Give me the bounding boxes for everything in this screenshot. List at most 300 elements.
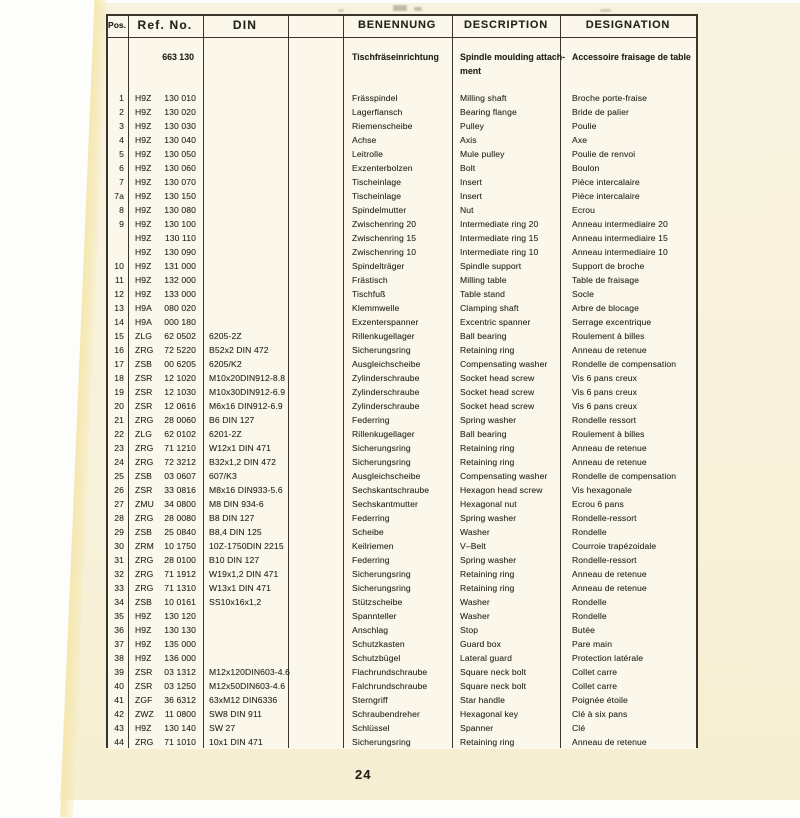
ref-prefix: ZSB: [135, 527, 153, 537]
table-row: [108, 315, 697, 329]
ref-number: 130 020: [164, 107, 196, 117]
ref-number: 130 100: [164, 219, 196, 229]
pos-cell: 26: [114, 485, 124, 495]
ref-number: 130 090: [164, 247, 196, 257]
benennung-cell: Flachrundschraube: [352, 667, 428, 677]
ref-prefix: ZSB: [135, 597, 153, 607]
column-header-ref-no: Ref. No.: [137, 18, 193, 32]
din-cell: M8x16 DIN933-5.6: [209, 485, 283, 495]
table-row: [108, 231, 697, 245]
column-header-designation: DESIGNATION: [585, 19, 671, 31]
ref-number: 62 0502: [164, 331, 196, 341]
header-bottom-border: [106, 37, 698, 39]
benennung-cell: Lagerflansch: [352, 107, 403, 117]
din-cell: B32x1,2 DIN 472: [209, 457, 276, 467]
ref-no-cell: [128, 483, 203, 497]
ref-no-cell: [128, 245, 203, 259]
ref-number: 10 1750: [164, 541, 196, 551]
ref-number: 131 000: [164, 261, 196, 271]
ref-prefix: ZLG: [135, 331, 153, 341]
description-cell: Lateral guard: [460, 653, 512, 663]
pos-cell: 22: [114, 429, 124, 439]
ref-number: 12 1030: [164, 387, 196, 397]
description-cell: Bolt: [460, 163, 476, 173]
ref-prefix: H9Z: [135, 219, 152, 229]
benennung-cell: Ausgleichscheibe: [352, 359, 421, 369]
ref-no-cell: [128, 161, 203, 175]
ref-prefix: ZLG: [135, 429, 153, 439]
ref-prefix: ZRG: [135, 457, 154, 467]
pos-cell: 43: [114, 723, 124, 733]
description-cell: Spring washer: [460, 555, 517, 565]
ref-prefix: H9Z: [135, 611, 152, 621]
ref-prefix: ZSR: [135, 387, 153, 397]
ref-number: 130 040: [164, 135, 196, 145]
pos-cell: 15: [114, 331, 124, 341]
designation-cell: Anneau de retenue: [572, 443, 647, 453]
benennung-cell: Falchrundschraube: [352, 681, 428, 691]
table-row: [108, 357, 697, 371]
description-cell: Socket head screw: [460, 401, 535, 411]
ref-prefix: ZSB: [135, 359, 153, 369]
ref-no-cell: [128, 735, 203, 749]
pos-cell: 35: [114, 611, 124, 621]
benennung-cell: Sechskantschraube: [352, 485, 430, 495]
ref-no-cell: [128, 441, 203, 455]
ref-prefix: H9Z: [135, 177, 152, 187]
group-benennung: Tischfräseinrichtung: [352, 52, 439, 62]
ref-no-cell: [128, 637, 203, 651]
benennung-cell: Zwischenring 20: [352, 219, 417, 229]
description-cell: Pulley: [460, 121, 485, 131]
table-row: [108, 469, 697, 483]
ref-number: 130 110: [164, 233, 196, 243]
description-cell: Nut: [460, 205, 474, 215]
ref-prefix: ZRG: [135, 737, 154, 747]
table-row: [108, 609, 697, 623]
table-row: [108, 147, 697, 161]
description-cell: Stop: [460, 625, 479, 635]
ref-prefix: H9A: [135, 303, 153, 313]
description-cell: Milling table: [460, 275, 507, 285]
ref-prefix: H9Z: [135, 247, 152, 257]
table-row: [108, 623, 697, 637]
designation-cell: Butée: [572, 625, 595, 635]
ref-number: 71 1210: [164, 443, 196, 453]
description-cell: Axis: [460, 135, 477, 145]
ref-number: 11 0800: [164, 709, 196, 719]
group-description-line2: ment: [460, 66, 482, 76]
ref-no-cell: [128, 147, 203, 161]
table-row: [108, 721, 697, 735]
pos-cell: 40: [114, 681, 124, 691]
designation-cell: Collet carre: [572, 667, 618, 677]
benennung-cell: Achse: [352, 135, 377, 145]
ref-number: 71 1010: [164, 737, 196, 747]
description-cell: Hexagonal nut: [460, 499, 517, 509]
ref-prefix: ZSR: [135, 373, 153, 383]
pos-cell: 29: [114, 527, 124, 537]
din-cell: B52x2 DIN 472: [209, 345, 269, 355]
ref-no-cell: [128, 385, 203, 399]
ref-no-cell: [128, 721, 203, 735]
ref-number: 28 0060: [164, 415, 196, 425]
ref-prefix: ZRG: [135, 513, 154, 523]
table-row: [108, 217, 697, 231]
description-cell: Star handle: [460, 695, 506, 705]
designation-cell: Anneau de retenue: [572, 569, 647, 579]
designation-cell: Vis 6 pans creux: [572, 373, 637, 383]
ref-no-cell: [128, 707, 203, 721]
designation-cell: Anneau intermediaire 15: [572, 233, 668, 243]
ref-no-cell: [128, 581, 203, 595]
ref-prefix: H9Z: [135, 191, 152, 201]
benennung-cell: Stützscheibe: [352, 597, 403, 607]
ref-prefix: ZMU: [135, 499, 154, 509]
table-top-border: [106, 14, 698, 16]
ref-no-cell: [128, 469, 203, 483]
ref-number: 28 0100: [164, 555, 196, 565]
ref-no-cell: [128, 567, 203, 581]
pos-cell: 1: [119, 93, 124, 103]
din-cell: M10x20DIN912-8.8: [209, 373, 286, 383]
ref-prefix: ZRG: [135, 415, 154, 425]
designation-cell: Anneau de retenue: [572, 583, 647, 593]
ref-no-cell: [128, 105, 203, 119]
designation-cell: Rondelle-ressort: [572, 513, 637, 523]
ref-prefix: H9Z: [135, 261, 152, 271]
benennung-cell: Zylinderschraube: [352, 387, 420, 397]
designation-cell: Poulie de renvoi: [572, 149, 636, 159]
designation-cell: Axe: [572, 135, 588, 145]
ref-number: 130 050: [164, 149, 196, 159]
benennung-cell: Tischfuß: [352, 289, 386, 299]
table-row: [108, 175, 697, 189]
din-cell: SW 27: [209, 723, 236, 733]
description-cell: Hexagonal key: [460, 709, 519, 719]
benennung-cell: Anschlag: [352, 625, 389, 635]
benennung-cell: Spindelmutter: [352, 205, 407, 215]
ref-number: 136 000: [164, 653, 196, 663]
table-row: [108, 413, 697, 427]
ref-number: 34 0800: [164, 499, 196, 509]
din-cell: M8 DIN 934-6: [209, 499, 264, 509]
benennung-cell: Sicherungsring: [352, 443, 411, 453]
pos-cell: 41: [114, 695, 124, 705]
designation-cell: Pare main: [572, 639, 613, 649]
designation-cell: Roulement à billes: [572, 429, 645, 439]
din-cell: B6 DIN 127: [209, 415, 255, 425]
ref-prefix: ZWZ: [135, 709, 154, 719]
benennung-cell: Tischeinlage: [352, 191, 402, 201]
din-cell: W19x1,2 DIN 471: [209, 569, 279, 579]
ref-number: 00 6205: [164, 359, 196, 369]
ref-no-cell: [128, 511, 203, 525]
benennung-cell: Zylinderschraube: [352, 401, 420, 411]
pos-cell: 7a: [114, 191, 124, 201]
ref-no-cell: [128, 91, 203, 105]
ref-number: 130 060: [164, 163, 196, 173]
pos-cell: 24: [114, 457, 124, 467]
pos-cell: 21: [114, 415, 124, 425]
ref-no-cell: [128, 133, 203, 147]
description-cell: Intermediate ring 20: [460, 219, 539, 229]
scan-smudge: [414, 7, 422, 11]
table-row: [108, 287, 697, 301]
designation-cell: Pièce intercalaire: [572, 177, 640, 187]
table-row: [108, 161, 697, 175]
ref-number: 03 1312: [164, 667, 196, 677]
description-cell: Clamping shaft: [460, 303, 519, 313]
description-cell: Ball bearing: [460, 429, 507, 439]
table-row: [108, 273, 697, 287]
benennung-cell: Spannteller: [352, 611, 397, 621]
ref-number: 25 0840: [164, 527, 196, 537]
ref-number: 10 0161: [164, 597, 196, 607]
ref-no-cell: [128, 175, 203, 189]
table-row: [108, 525, 697, 539]
table-row: [108, 259, 697, 273]
ref-prefix: H9Z: [135, 723, 152, 733]
description-cell: Spring washer: [460, 415, 517, 425]
column-header-pos: Pos.: [108, 20, 126, 30]
table-row: [108, 735, 697, 749]
table-row: [108, 427, 697, 441]
table-row: [108, 567, 697, 581]
column-header-din: DIN: [232, 18, 258, 32]
description-cell: Square neck bolt: [460, 681, 527, 691]
ref-prefix: H9Z: [135, 149, 152, 159]
benennung-cell: Sechskantmutter: [352, 499, 418, 509]
designation-cell: Serrage excentrique: [572, 317, 652, 327]
benennung-cell: Rillenkugellager: [352, 331, 415, 341]
ref-no-cell: [128, 217, 203, 231]
description-cell: Compensating washer: [460, 359, 548, 369]
ref-no-cell: [128, 203, 203, 217]
description-cell: Retaining ring: [460, 737, 515, 747]
pos-cell: 23: [114, 443, 124, 453]
table-row: [108, 301, 697, 315]
designation-cell: Vis 6 pans creux: [572, 401, 637, 411]
ref-no-cell: [128, 399, 203, 413]
ref-number: 12 0616: [164, 401, 196, 411]
designation-cell: Support de broche: [572, 261, 645, 271]
description-cell: Bearing flange: [460, 107, 517, 117]
description-cell: Retaining ring: [460, 443, 515, 453]
pos-cell: 12: [114, 289, 124, 299]
designation-cell: Roulement à billes: [572, 331, 645, 341]
designation-cell: Poulie: [572, 121, 597, 131]
description-cell: Intermediate ring 10: [460, 247, 539, 257]
ref-prefix: H9Z: [135, 93, 152, 103]
table-row: [108, 665, 697, 679]
pos-cell: 44: [114, 737, 124, 747]
table-row: [108, 385, 697, 399]
benennung-cell: Leitrolle: [352, 149, 383, 159]
ref-no-cell: [128, 315, 203, 329]
ref-no-cell: [128, 259, 203, 273]
designation-cell: Socle: [572, 289, 594, 299]
benennung-cell: Ausgleichscheibe: [352, 471, 421, 481]
ref-number: 080 020: [164, 303, 196, 313]
description-cell: Spring washer: [460, 513, 517, 523]
pos-cell: 10: [114, 261, 124, 271]
ref-prefix: ZRG: [135, 345, 154, 355]
pos-cell: 2: [119, 107, 124, 117]
designation-cell: Courroie trapézoidale: [572, 541, 657, 551]
ref-prefix: ZSB: [135, 471, 153, 481]
ref-number: 28 0080: [164, 513, 196, 523]
din-cell: 6205/K2: [209, 359, 242, 369]
group-description-line1: Spindle moulding attach-: [460, 52, 566, 62]
table-row: [108, 595, 697, 609]
description-cell: Compensating washer: [460, 471, 548, 481]
pos-cell: 34: [114, 597, 124, 607]
description-cell: Table stand: [460, 289, 506, 299]
din-cell: SW8 DIN 911: [209, 709, 262, 719]
pos-cell: 28: [114, 513, 124, 523]
description-cell: Spindle support: [460, 261, 522, 271]
ref-prefix: ZRG: [135, 555, 154, 565]
group-designation: Accessoire fraisage de table: [572, 52, 691, 62]
table-row: [108, 679, 697, 693]
din-cell: M10x30DIN912-6.9: [209, 387, 286, 397]
pos-cell: 5: [119, 149, 124, 159]
ref-no-cell: [128, 609, 203, 623]
ref-prefix: H9Z: [135, 275, 152, 285]
ref-no-cell: [128, 119, 203, 133]
ref-prefix: H9Z: [135, 135, 152, 145]
page-number: 24: [355, 767, 372, 782]
benennung-cell: Klemmwelle: [352, 303, 400, 313]
description-cell: Retaining ring: [460, 345, 515, 355]
ref-prefix: ZRG: [135, 443, 154, 453]
pos-cell: 37: [114, 639, 124, 649]
ref-no-cell: [128, 679, 203, 693]
description-cell: Milling shaft: [460, 93, 507, 103]
ref-no-cell: [128, 343, 203, 357]
table-row: [108, 707, 697, 721]
ref-number: 130 150: [164, 191, 196, 201]
ref-no-cell: [128, 525, 203, 539]
pos-cell: 7: [119, 177, 124, 187]
pos-cell: 16: [114, 345, 124, 355]
table-row: [108, 637, 697, 651]
pos-cell: 31: [114, 555, 124, 565]
pos-cell: 8: [119, 205, 124, 215]
ref-no-cell: [128, 427, 203, 441]
benennung-cell: Sicherungsring: [352, 583, 411, 593]
scan-smudge: [338, 9, 344, 12]
pos-cell: 4: [119, 135, 124, 145]
designation-cell: Collet carre: [572, 681, 618, 691]
benennung-cell: Sicherungsring: [352, 345, 411, 355]
ref-number: 130 140: [164, 723, 196, 733]
din-cell: SS10x16x1,2: [209, 597, 262, 607]
description-cell: Hexagon head screw: [460, 485, 543, 495]
designation-cell: Clé à six pans: [572, 709, 628, 719]
designation-cell: Rondelle de compensation: [572, 471, 677, 481]
designation-cell: Broche porte-fraise: [572, 93, 647, 103]
designation-cell: Rondelle de compensation: [572, 359, 677, 369]
description-cell: V–Belt: [460, 541, 486, 551]
designation-cell: Anneau intermediaire 10: [572, 247, 668, 257]
ref-number: 36 6312: [164, 695, 196, 705]
table-row: [108, 483, 697, 497]
ref-number: 132 000: [164, 275, 196, 285]
ref-number: 62 0102: [164, 429, 196, 439]
table-row: [108, 133, 697, 147]
pos-cell: 18: [114, 373, 124, 383]
description-cell: Square neck bolt: [460, 667, 527, 677]
benennung-cell: Riemenscheibe: [352, 121, 413, 131]
benennung-cell: Rillenkugellager: [352, 429, 415, 439]
din-cell: 10x1 DIN 471: [209, 737, 263, 747]
table-row: [108, 329, 697, 343]
ref-no-cell: [128, 273, 203, 287]
table-row: [108, 581, 697, 595]
table-row: [108, 119, 697, 133]
ref-no-cell: [128, 623, 203, 637]
description-cell: Spanner: [460, 723, 494, 733]
ref-prefix: H9Z: [135, 639, 152, 649]
designation-cell: Bride de palier: [572, 107, 629, 117]
benennung-cell: Schraubendreher: [352, 709, 420, 719]
ref-number: 12 1020: [164, 373, 196, 383]
pos-cell: 6: [119, 163, 124, 173]
designation-cell: Poignée étoile: [572, 695, 628, 705]
benennung-cell: Federring: [352, 513, 390, 523]
pos-cell: 27: [114, 499, 124, 509]
designation-cell: Rondelle-ressort: [572, 555, 637, 565]
ref-prefix: ZSR: [135, 681, 153, 691]
table-row: [108, 455, 697, 469]
ref-prefix: H9Z: [135, 163, 152, 173]
ref-no-cell: [128, 665, 203, 679]
ref-no-cell: [128, 329, 203, 343]
designation-cell: Protection latérale: [572, 653, 644, 663]
designation-cell: Pièce intercalaire: [572, 191, 640, 201]
pos-cell: 39: [114, 667, 124, 677]
benennung-cell: Spindelträger: [352, 261, 405, 271]
benennung-cell: Federring: [352, 555, 390, 565]
ref-no-cell: [128, 693, 203, 707]
din-cell: M12x120DIN603-4.6: [209, 667, 290, 677]
ref-prefix: ZGF: [135, 695, 153, 705]
pos-cell: 32: [114, 569, 124, 579]
table-row: [108, 189, 697, 203]
din-cell: 6201-2Z: [209, 429, 242, 439]
table-row: [108, 91, 697, 105]
description-cell: Socket head screw: [460, 387, 535, 397]
ref-no-cell: [128, 301, 203, 315]
benennung-cell: Scheibe: [352, 527, 384, 537]
description-cell: Washer: [460, 527, 490, 537]
ref-number: 130 120: [164, 611, 196, 621]
ref-prefix: H9A: [135, 317, 153, 327]
benennung-cell: Frässpindel: [352, 93, 398, 103]
column-header-description: DESCRIPTION: [464, 19, 548, 31]
ref-number: 33 0816: [164, 485, 196, 495]
benennung-cell: Federring: [352, 415, 390, 425]
benennung-cell: Schutzbügel: [352, 653, 401, 663]
designation-cell: Ecrou 6 pans: [572, 499, 624, 509]
description-cell: Washer: [460, 597, 490, 607]
table-row: [108, 497, 697, 511]
pos-cell: 3: [119, 121, 124, 131]
description-cell: Mule pulley: [460, 149, 505, 159]
benennung-cell: Sicherungsring: [352, 457, 411, 467]
